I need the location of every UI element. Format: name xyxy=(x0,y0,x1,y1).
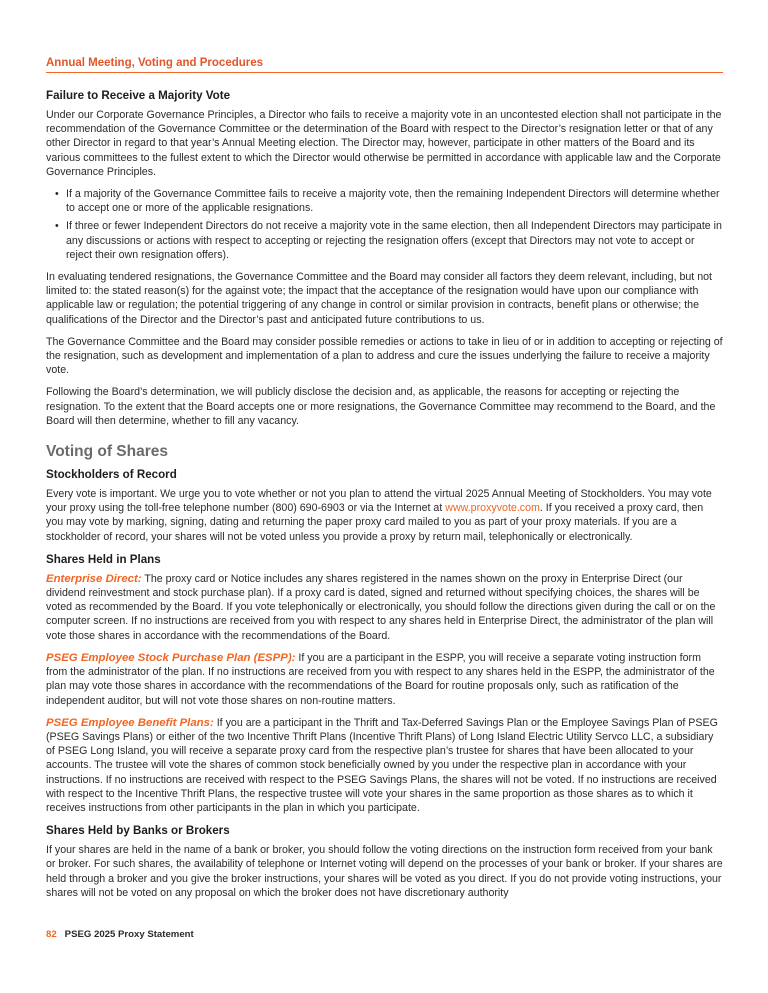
heading-voting-of-shares: Voting of Shares xyxy=(46,443,169,461)
heading-majority-vote: Failure to Receive a Majority Vote xyxy=(46,89,231,102)
bullet-list xyxy=(46,187,723,262)
list-item: • If three or fewer Independent Directors do not receive a majority vote in the same election, then all Independent Directors may participate in any discussions or actions with respect to accepting or rejecting the resignation offers (except that Directors may not vote to accept or reject their own resignation offers). xyxy=(66,219,723,262)
running-header xyxy=(46,56,723,73)
list-item: • If a majority of the Governance Committee fails to receive a majority vote, then the remaining Independent Directors will determine whether to accept one or more of the applicable resignations. xyxy=(66,187,723,215)
page-number: 82 xyxy=(46,929,57,940)
lead-espp: PSEG Employee Stock Purchase Plan (ESPP): xyxy=(46,651,296,664)
text: If you are a participant in the Thrift and Tax-Deferred Savings Plan or the Employee Savings Plan of PSEG (PSEG Savings Plans) or either of the two Incentive Thrift Plans (Incentive Thrift Plans) of Long Island Electric Utility Servco LLC, a subsidiary of PSEG Long Island, you will receive a separate proxy card from the respective plan’s trustee for shares that have been allocated to your accounts. The trustee will vote the shares of common stock beneficially owned by you under the respective plan in accordance with your instructions. If no instructions are received with respect to the PSEG Savings Plans, the shares will not be voted. If no instructions are received with respect to the Incentive Thrift Plans, the respective trustee will vote your shares in the same proportion as those shares as to which it receives instructions from other participants in the plan in which you participate. xyxy=(46,716,718,814)
text: The proxy card or Notice includes any shares registered in the names shown on the proxy in Enterprise Direct (our dividend reinvestment and stock purchase plan). If a proxy card is dated, signed and returned without specifying choices, the shares will be voted as recommended by the Board. If you vote telephonically or electronically, you should follow the directions given during the call or on the computer screen. If no instructions are received from you with respect to any shares held in Enterprise Direct, the administrator of the plan will vote those shares in accordance with the recommendations of the Board. xyxy=(46,572,716,642)
main-content xyxy=(46,88,723,908)
paragraph: In evaluating tendered resignations, the Governance Committee and the Board may consider all factors they deem relevant, including, but not limited to: the stated reason(s) for the against vote; the impact that the acceptance of the resignation would have upon our compliance with applicable law or regulation; the potential triggering of any change in control or similar provision in contracts, benefit plans or otherwise; the qualifications of the Director and the Director’s past and anticipated future contributions to us. xyxy=(46,271,713,326)
proxyvote-link[interactable]: www.proxyvote.com xyxy=(445,502,540,515)
heading-stockholders-of-record: Stockholders of Record xyxy=(46,468,177,482)
section-title: Annual Meeting, Voting and Procedures xyxy=(46,57,264,69)
paragraph xyxy=(46,487,723,544)
paragraph: Following the Board’s determination, we will publicly disclose the decision and, as applicable, the reasons for accepting or rejecting the resignation. To the extent that the Board accepts one or more resignations, the Governance Committee may recommend to the Board, and the Board will then determine, whether to fill any vacancy. xyxy=(46,386,716,427)
paragraph xyxy=(46,572,723,643)
lead-enterprise-direct: Enterprise Direct: xyxy=(46,572,142,585)
text: Every vote is important. We urge you to vote whether or not you plan to attend the virtual 2025 Annual Meeting of Stockholders. You may vote your proxy using the toll-free telephone number (800) 690-6903 or via the Internet at xyxy=(46,488,712,515)
text: . If you received a proxy card, then you may vote by marking, signing, dating and returning the paper proxy card mailed to you as part of your proxy materials. If you are a stockholder of record, your shares will not be voted unless you provide a proxy by return mail, telephonically or electronically. xyxy=(46,502,704,543)
lead-benefit-plans: PSEG Employee Benefit Plans: xyxy=(46,716,214,729)
text: If you are a participant in the ESPP, you will receive a separate voting instruction form from the administrator of the plan. If no instructions are received from you with respect to any shares held in the ESPP, the administrator of the plan may vote those shares in accordance with the recommendations of the Board for routine proposals only, such as ratification of the independent auditor, but will not vote those shares on non-routine matters. xyxy=(46,651,715,707)
paragraph xyxy=(46,651,723,708)
paragraph: The Governance Committee and the Board may consider possible remedies or actions to take in lieu of or in addition to accepting or rejecting of the resignation, such as development and implementation of a plan to address and cure the issues underlying the failure to receive a majority vote. xyxy=(46,335,723,377)
heading-banks-brokers: Shares Held by Banks or Brokers xyxy=(46,824,230,838)
paragraph: If your shares are held in the name of a bank or broker, you should follow the voting directions on the instruction form received from your bank or broker. For such shares, the availability of telephone or Internet voting will depend on the processes of your bank or broker. If your shares are held through a broker and you give the broker instructions, your shares will be voted as you direct. If you do not provide voting instructions, your shares will not be voted on any proposal on which the broker does not have discretionary authority xyxy=(46,844,723,899)
paragraph xyxy=(46,716,723,815)
heading-shares-held-in-plans: Shares Held in Plans xyxy=(46,552,161,566)
footer xyxy=(46,929,194,941)
paragraph: Under our Corporate Governance Principles, a Director who fails to receive a majority vote in an uncontested election shall not participate in the recommendation of the Governance Committee or the determination of the Board with respect to the Director’s resignation letter or that of any other Director in regard to that year’s Annual Meeting election. The Director may, however, participate in other matters of the Board and its various committees to the fullest extent to which the Director would otherwise be permitted in accordance with applicable law and the Corporate Governance Principles. xyxy=(46,109,722,178)
footer-title: PSEG 2025 Proxy Statement xyxy=(64,929,194,940)
